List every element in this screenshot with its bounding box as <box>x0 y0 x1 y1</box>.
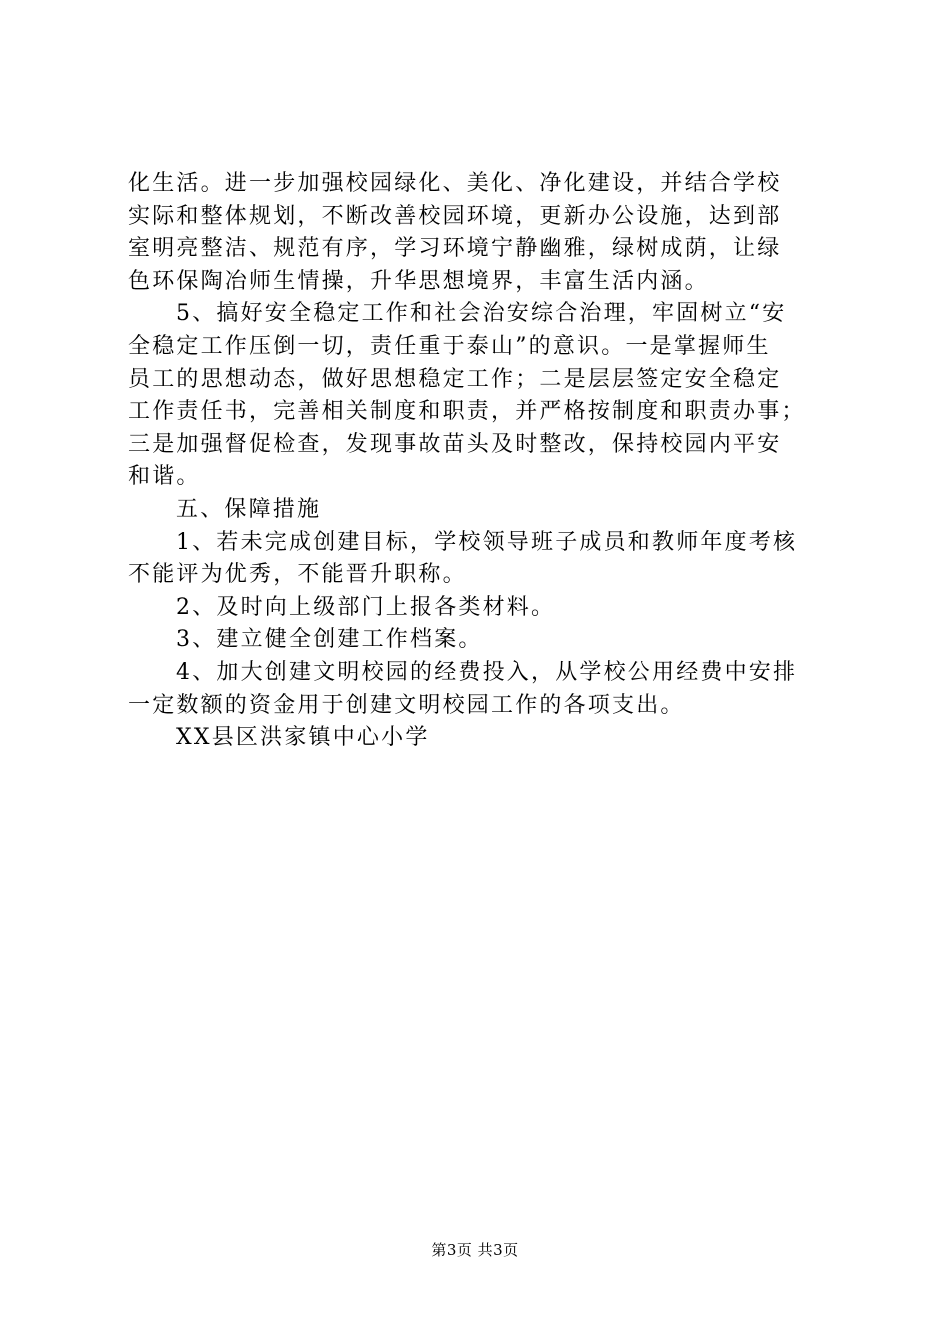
text-line: 色环保陶冶师生情操，升华思想境界，丰富生活内涵。 <box>128 268 709 294</box>
signature-text: XX县区洪家镇中心小学 <box>176 725 430 751</box>
paragraph-measure-4 <box>128 657 834 722</box>
paragraph-measure-1 <box>128 527 834 592</box>
text-line: 2、及时向上级部门上报各类材料。 <box>176 594 556 620</box>
paragraph-safety-stability <box>128 298 834 494</box>
paragraph-measure-3 <box>128 624 834 657</box>
paragraph-campus-greening <box>128 168 834 298</box>
page-number-footer: 第3页 共3页 <box>431 1241 519 1259</box>
text-line: 4、加大创建文明校园的经费投入，从学校公用经费中安排 <box>176 659 798 685</box>
text-line: 员工的思想动态，做好思想稳定工作；二是层层签定安全稳定 <box>128 366 782 392</box>
paragraph-measure-2 <box>128 592 834 625</box>
document-body <box>128 168 834 755</box>
text-line: 室明亮整洁、规范有序，学习环境宁静幽雅，绿树成荫，让绿 <box>128 236 782 262</box>
text-line: 全稳定工作压倒一切，责任重于泰山”的意识。一是掌握师生 <box>128 333 771 359</box>
text-line: 1、若未完成创建目标，学校领导班子成员和教师年度考核 <box>176 529 798 555</box>
text-line: 不能评为优秀，不能晋升职称。 <box>128 562 467 588</box>
section-heading-safeguards <box>128 494 834 527</box>
text-line: 和谐。 <box>128 464 201 490</box>
section-heading-text: 五、保障措施 <box>176 496 322 522</box>
text-line: 一定数额的资金用于创建文明校园工作的各项支出。 <box>128 692 685 718</box>
text-line: 工作责任书，完善相关制度和职责，并严格按制度和职责办事； <box>128 399 806 425</box>
text-line: 5、搞好安全稳定工作和社会治安综合治理，牢固树立“安 <box>176 301 787 327</box>
signature-school-name <box>128 722 834 755</box>
text-line: 化生活。进一步加强校园绿化、美化、净化建设，并结合学校 <box>128 171 782 196</box>
text-line: 3、建立健全创建工作档案。 <box>176 627 483 653</box>
text-line: 实际和整体规划，不断改善校园环境，更新办公设施，达到部 <box>128 203 782 229</box>
text-line: 三是加强督促检查，发现事故苗头及时整改，保持校园内平安 <box>128 431 782 457</box>
